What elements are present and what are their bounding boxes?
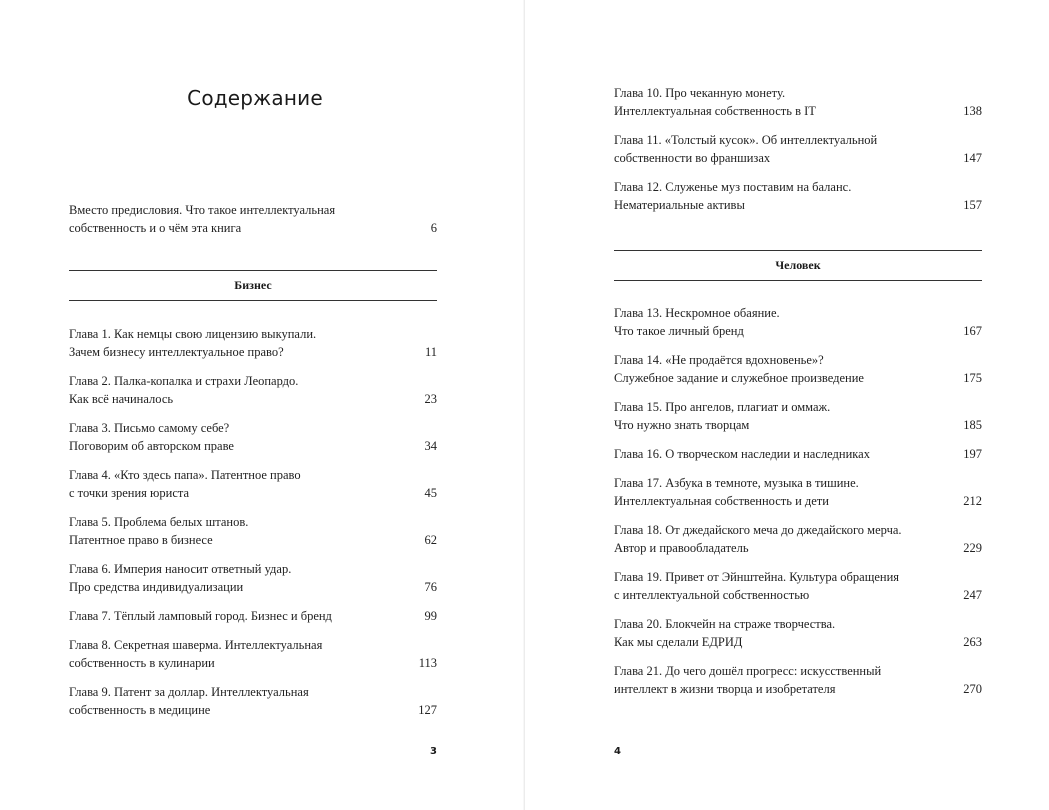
toc-entry-title: Вместо предисловия. Что такое интеллектуальная собственность и о чём эта книга [69, 203, 336, 235]
section-business [69, 270, 437, 301]
toc-entry-page: 175 [963, 371, 982, 385]
toc-entry-page: 270 [963, 682, 982, 696]
preface-block [69, 201, 437, 248]
toc-entry: Глава 16. О творческом наследии и наследниках 197 [614, 447, 982, 461]
toc-entry-page: 113 [418, 656, 437, 670]
toc-list-business [69, 325, 437, 730]
toc-entry: Глава 8. Секретная шаверма. Интеллектуальная собственность в кулинарии 113 [69, 638, 437, 670]
toc-entry-page: 212 [963, 494, 982, 508]
toc-entry: Глава 10. Про чеканную монету. Интеллектуальная собственность в IT 138 [614, 86, 982, 118]
toc-entry-page: 185 [963, 418, 982, 432]
toc-entry-page: 197 [963, 447, 982, 461]
toc-entry-page: 147 [963, 151, 982, 165]
toc-entry: Глава 12. Служенье муз поставим на баланс. Нематериальные активы 157 [614, 180, 982, 212]
page-number: 4 [614, 746, 621, 757]
section-person [614, 250, 982, 281]
toc-entry-page: 45 [424, 486, 437, 500]
toc-entry: Глава 13. Нескромное обаяние. Что такое личный бренд 167 [614, 306, 982, 338]
toc-entry: Глава 19. Привет от Эйнштейна. Культура обращения с интеллектуальной собственностью 247 [614, 570, 982, 602]
toc-entry-page: 11 [424, 345, 437, 359]
toc-entry-page: 23 [424, 392, 437, 406]
toc-entry-page: 157 [963, 198, 982, 212]
toc-entry-page: 167 [963, 324, 982, 338]
toc-entry-page: 62 [424, 533, 437, 547]
toc-entry: Глава 14. «Не продаётся вдохновенье»? Служебное задание и служебное произведение 175 [614, 353, 982, 385]
toc-entry: Глава 7. Тёплый ламповый город. Бизнес и бренд 99 [69, 609, 437, 623]
toc-entry: Глава 11. «Толстый кусок». Об интеллектуальной собственности во франшизах 147 [614, 133, 982, 165]
toc-entry: Глава 17. Азбука в темноте, музыка в тишине. Интеллектуальная собственность и дети 212 [614, 476, 982, 508]
section-heading: Бизнес [69, 270, 437, 301]
toc-entry: Глава 3. Письмо самому себе? Поговорим об авторском праве 34 [69, 421, 437, 453]
toc-entry-page: 99 [424, 609, 437, 623]
toc-entry: Глава 9. Патент за доллар. Интеллектуальная собственность в медицине 127 [69, 685, 437, 717]
toc-entry: Глава 4. «Кто здесь папа». Патентное право с точки зрения юриста 45 [69, 468, 437, 500]
toc-entry: Глава 20. Блокчейн на страже творчества. Как мы сделали ЕДРИД 263 [614, 617, 982, 649]
toc-list-person [614, 304, 982, 709]
toc-entry-page: 76 [424, 580, 437, 594]
right-page [525, 0, 1049, 810]
page-title: Содержание [187, 86, 323, 110]
left-page [0, 0, 524, 810]
toc-entry: Глава 6. Империя наносит ответный удар. Про средства индивидуализации 76 [69, 562, 437, 594]
toc-entry: Глава 1. Как немцы свою лицензию выкупали. Зачем бизнесу интеллектуальное право? 11 [69, 327, 437, 359]
toc-entry-preface [69, 201, 437, 237]
toc-entry: Глава 18. От джедайского меча до джедайского мерча. Автор и правообладатель 229 [614, 523, 982, 555]
toc-entry-page: 229 [963, 541, 982, 555]
page-number: 3 [430, 746, 437, 757]
toc-entry: Глава 15. Про ангелов, плагиат и оммаж. Что нужно знать творцам 185 [614, 400, 982, 432]
toc-entry: Глава 2. Палка-копалка и страхи Леопардо. Как всё начиналось 23 [69, 374, 437, 406]
toc-entry-page: 34 [424, 439, 437, 453]
toc-entry: Глава 21. До чего дошёл прогресс: искусственный интеллект в жизни творца и изобретателя 270 [614, 664, 982, 696]
toc-entry-page: 127 [418, 703, 437, 717]
section-heading: Человек [614, 250, 982, 281]
toc-entry-page: 263 [963, 635, 982, 649]
toc-entry-page: 6 [430, 221, 437, 235]
toc-entry-page: 138 [963, 104, 982, 118]
toc-entry: Глава 5. Проблема белых штанов. Патентное право в бизнесе 62 [69, 515, 437, 547]
toc-list-continued [614, 84, 982, 225]
toc-entry-page: 247 [963, 588, 982, 602]
